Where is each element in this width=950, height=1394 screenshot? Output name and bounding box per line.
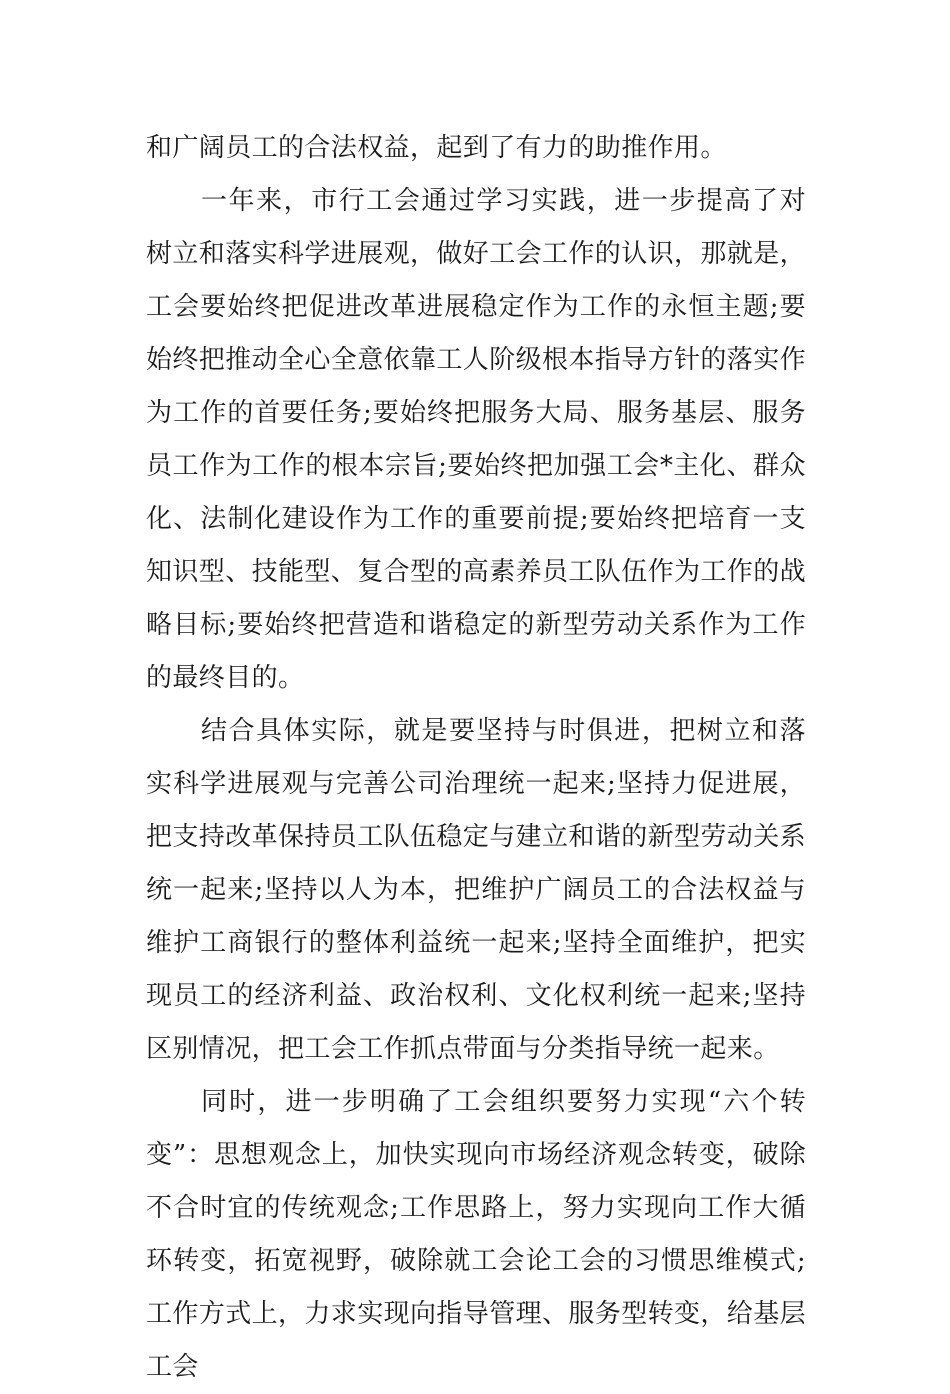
body-text: [146, 122, 806, 1394]
paragraph-six-changes: 同时，进一步明确了工会组织要努力实现“六个转变”：思想观念上，加快实现向市场经济观念转变，破除不合时宜的传统观念;工作思路上，努力实现向工作大循环转变，拓宽视野，破除就工会论工会的习惯思维模式;工作方式上，力求实现向指导管理、服务型转变，给基层工会: [146, 1087, 807, 1382]
paragraph-practice: 结合具体实际，就是要坚持与时俱进，把树立和落实科学进展观与完善公司治理统一起来;坚持力促进展，把支持改革保持员工队伍稳定与建立和谐的新型劳动关系统一起来;坚持以人为本，把维护广阔员工的合法权益与维护工商银行的整体利益统一起来;坚持全面维护，把实现员工的经济利益、政治权利、文化权利统一起来;坚持区别情况，把工会工作抓点带面与分类指导统一起来。: [146, 716, 807, 1064]
paragraph-understanding: 一年来，市行工会通过学习实践，进一步提高了对树立和落实科学进展观，做好工会工作的认识，那就是，工会要始终把促进改革进展稳定作为工作的永恒主题;要始终把推动全心全意依靠工人阶级根本指导方针的落实作为工作的首要任务;要始终把服务大局、服务基层、服务员工作为工作的根本宗旨;要始终把加强工会*主化、群众化、法制化建设作为工作的重要前提;要始终把培育一支知识型、技能型、复合型的高素养员工队伍作为工作的战略目标;要始终把营造和谐稳定的新型劳动关系作为工作的最终目的。: [146, 186, 807, 693]
paragraph-continuation: 和广阔员工的合法权益，起到了有力的助推作用。: [146, 133, 727, 163]
